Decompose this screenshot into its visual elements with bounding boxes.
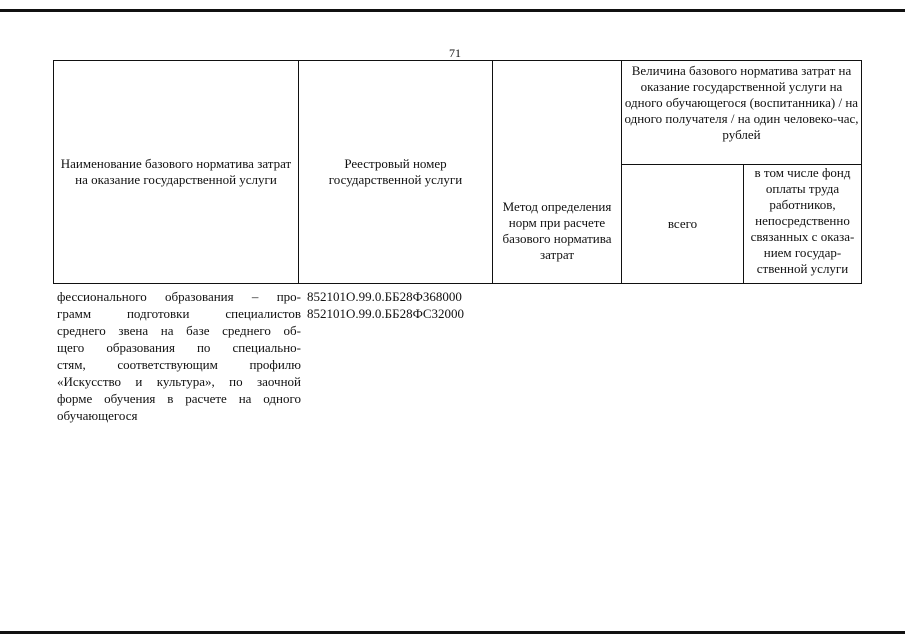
header-fund-cell: в том числе фонд оплаты труда работников, непосредственно связанных с оказа-нием государ-ственной услуги — [744, 165, 862, 284]
registry-code: 852101О.99.0.ББ28ФС32000 — [307, 306, 465, 321]
header-method-cell: Метод определения норм при расчете базового норматива затрат — [493, 61, 622, 284]
registry-codes — [307, 288, 464, 322]
service-name-line: среднего звена на базе среднего об- — [57, 323, 301, 338]
service-name-line: стям, соответствующим профилю — [57, 357, 301, 372]
service-name-line: грамм подготовки специалистов — [57, 306, 301, 321]
top-rule — [0, 9, 905, 12]
service-name-text — [57, 288, 301, 424]
service-name-line: «Искусство и культура», по заочной — [57, 374, 301, 389]
service-name-line: обучающегося — [57, 408, 138, 423]
header-value-cell: Величина базового норматива затрат на оказание государственной услуги на одного обучающегося (воспитанника) / на одного получателя / на один человеко-час, рублей — [622, 61, 862, 165]
header-registry-cell: Реестровый номер государственной услуги — [299, 61, 493, 284]
header-name-cell: Наименование базового норматива затрат на оказание государственной услуги — [54, 61, 299, 284]
service-name-line: форме обучения в расчете на одного — [57, 391, 301, 406]
registry-code: 852101О.99.0.ББ28ФЗ68000 — [307, 289, 462, 304]
page-number: 71 — [449, 46, 461, 60]
bottom-rule — [0, 631, 905, 634]
service-name-line: щего образования по специально- — [57, 340, 301, 355]
service-name-line: фессионального образования – про- — [57, 289, 301, 304]
header-total-cell: всего — [622, 165, 744, 284]
norms-table-header — [53, 60, 862, 284]
